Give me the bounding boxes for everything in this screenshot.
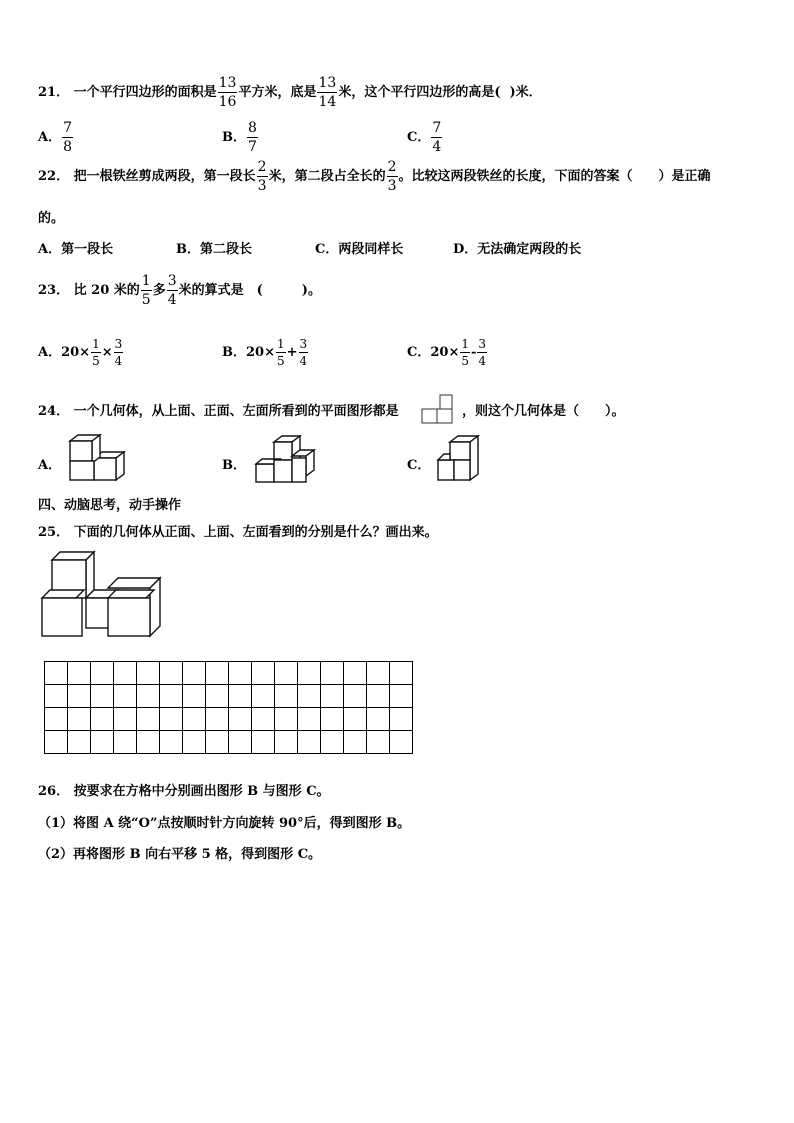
grid-cell[interactable] bbox=[45, 731, 68, 754]
q24-option-b[interactable]: B． bbox=[222, 458, 246, 473]
option-operator: - bbox=[470, 345, 477, 360]
grid-cell[interactable] bbox=[229, 685, 252, 708]
grid-cell[interactable] bbox=[298, 685, 321, 708]
q21-option-b[interactable] bbox=[222, 121, 259, 154]
fraction-denominator: 4 bbox=[299, 354, 308, 368]
option-operator: × bbox=[101, 345, 113, 360]
option-fraction-1 bbox=[460, 338, 470, 367]
fraction-denominator: 5 bbox=[276, 354, 285, 368]
grid-cell[interactable] bbox=[252, 662, 275, 685]
grid-cell[interactable] bbox=[344, 708, 367, 731]
q22-fraction-2 bbox=[387, 160, 398, 193]
grid-cell[interactable] bbox=[252, 708, 275, 731]
q21-option-a[interactable] bbox=[38, 121, 74, 154]
grid-cell[interactable] bbox=[206, 662, 229, 685]
q24-option-c[interactable]: C． bbox=[407, 458, 431, 473]
grid-row bbox=[45, 708, 413, 731]
q23-option-a[interactable] bbox=[38, 338, 124, 367]
q23-option-c[interactable] bbox=[407, 338, 488, 367]
q21-area-fraction bbox=[218, 76, 238, 109]
q22-option-c[interactable]: C．两段同样长 bbox=[315, 242, 404, 257]
q21-base-fraction bbox=[317, 76, 337, 109]
option-prefix: 20× bbox=[246, 345, 275, 360]
grid-cell[interactable] bbox=[91, 708, 114, 731]
q26-step-1: （1）将图 A 绕“O”点按顺时针方向旋转 90°后，得到图形 B。 bbox=[38, 816, 411, 831]
q22-text-a: 把一根铁丝剪成两段，第一段长 bbox=[73, 169, 256, 184]
grid-cell[interactable] bbox=[275, 731, 298, 754]
option-label: B． bbox=[222, 130, 246, 145]
q25-text: 下面的几何体从正面、上面、左面看到的分别是什么？画出来。 bbox=[73, 525, 438, 540]
option-prefix: 20× bbox=[430, 345, 460, 360]
q22-text-c: 。比较这两段铁丝的长度，下面的答案（ ）是正确 bbox=[398, 169, 711, 184]
option-label: B． bbox=[222, 345, 246, 360]
fraction-denominator: 16 bbox=[218, 94, 237, 110]
q22-option-a[interactable]: A．第一段长 bbox=[38, 242, 114, 257]
grid-cell[interactable] bbox=[390, 731, 413, 754]
grid-cell[interactable] bbox=[114, 662, 137, 685]
fraction-numerator: 1 bbox=[92, 337, 100, 351]
fraction-numerator: 1 bbox=[141, 273, 151, 289]
cube-figure-b-icon[interactable] bbox=[254, 436, 318, 486]
grid-cell[interactable] bbox=[183, 731, 206, 754]
grid-cell[interactable] bbox=[206, 731, 229, 754]
q21-number: 21． bbox=[38, 85, 70, 100]
fraction-numerator: 2 bbox=[257, 159, 267, 175]
grid-cell[interactable] bbox=[68, 662, 91, 685]
grid-cell[interactable] bbox=[252, 731, 275, 754]
fraction-denominator: 4 bbox=[432, 139, 442, 155]
grid-cell[interactable] bbox=[206, 708, 229, 731]
cube-figure-c-icon[interactable] bbox=[436, 436, 486, 486]
q21-option-c[interactable] bbox=[407, 121, 443, 154]
q25-stem bbox=[38, 521, 438, 540]
option-fraction-2 bbox=[477, 338, 487, 367]
fraction-numerator: 7 bbox=[432, 120, 442, 136]
q24-stem-part2: ，则这个几何体是（ ）。 bbox=[462, 404, 625, 419]
grid-cell[interactable] bbox=[252, 685, 275, 708]
grid-cell[interactable] bbox=[390, 662, 413, 685]
fraction-numerator: 3 bbox=[299, 337, 308, 351]
fraction-numerator: 13 bbox=[218, 75, 237, 91]
fraction-numerator: 1 bbox=[276, 337, 285, 351]
grid-cell[interactable] bbox=[68, 708, 91, 731]
q22-fraction-1 bbox=[257, 160, 268, 193]
fraction-denominator: 4 bbox=[114, 354, 123, 368]
fraction-denominator: 7 bbox=[248, 139, 257, 155]
q26-text: 按要求在方格中分别画出图形 B 与图形 C。 bbox=[73, 784, 330, 799]
grid-cell[interactable] bbox=[160, 685, 183, 708]
fraction-denominator: 5 bbox=[461, 354, 469, 368]
grid-cell[interactable] bbox=[183, 685, 206, 708]
grid-cell[interactable] bbox=[321, 708, 344, 731]
grid-cell[interactable] bbox=[137, 685, 160, 708]
grid-cell[interactable] bbox=[321, 662, 344, 685]
q23-text-b: 多 bbox=[152, 283, 166, 298]
grid-cell[interactable] bbox=[160, 708, 183, 731]
grid-cell[interactable] bbox=[160, 731, 183, 754]
grid-cell[interactable] bbox=[114, 685, 137, 708]
fraction-denominator: 3 bbox=[387, 178, 397, 194]
option-prefix: 20× bbox=[61, 345, 91, 360]
q21-text-d: )米． bbox=[509, 85, 542, 100]
grid-cell[interactable] bbox=[91, 731, 114, 754]
option-fraction bbox=[431, 121, 442, 154]
grid-cell[interactable] bbox=[206, 685, 229, 708]
grid-row bbox=[45, 731, 413, 754]
grid-cell[interactable] bbox=[114, 731, 137, 754]
grid-cell[interactable] bbox=[45, 708, 68, 731]
fraction-numerator: 13 bbox=[318, 75, 337, 91]
section-heading: 四、动脑思考，动手操作 bbox=[38, 498, 182, 513]
grid-cell[interactable] bbox=[390, 685, 413, 708]
grid-cell[interactable] bbox=[137, 662, 160, 685]
grid-cell[interactable] bbox=[229, 662, 252, 685]
option-operator: + bbox=[286, 345, 298, 360]
q23-option-b[interactable] bbox=[222, 338, 309, 367]
grid-cell[interactable] bbox=[114, 708, 137, 731]
q21-stem bbox=[38, 76, 542, 109]
q22-stem bbox=[38, 160, 711, 193]
option-label: C． bbox=[407, 130, 431, 145]
grid-cell[interactable] bbox=[298, 731, 321, 754]
q25-number: 25． bbox=[38, 525, 70, 540]
q24-stem-part1 bbox=[38, 400, 399, 419]
grid-cell[interactable] bbox=[344, 731, 367, 754]
q26-number: 26． bbox=[38, 784, 70, 799]
q21-text-a: 一个平行四边形的面积是 bbox=[73, 85, 217, 100]
grid-cell[interactable] bbox=[91, 685, 114, 708]
q26-step-2: （2）再将图形 B 向右平移 5 格，得到图形 C。 bbox=[38, 847, 322, 862]
fraction-denominator: 4 bbox=[478, 354, 487, 368]
three-view-shape-icon bbox=[420, 394, 456, 426]
grid-cell[interactable] bbox=[367, 685, 390, 708]
grid-cell[interactable] bbox=[367, 708, 390, 731]
grid-cell[interactable] bbox=[183, 708, 206, 731]
grid-cell[interactable] bbox=[45, 662, 68, 685]
q24-text-a: 一个几何体，从上面、正面、左面所看到的平面图形都是 bbox=[73, 404, 399, 419]
fraction-denominator: 5 bbox=[92, 354, 100, 368]
cube-structure-figure bbox=[40, 550, 164, 640]
q22-option-b[interactable]: B．第二段长 bbox=[176, 242, 252, 257]
q24-number: 24． bbox=[38, 404, 70, 419]
grid-cell[interactable] bbox=[275, 662, 298, 685]
grid-cell[interactable] bbox=[321, 731, 344, 754]
option-fraction bbox=[62, 121, 73, 154]
fraction-denominator: 3 bbox=[257, 178, 267, 194]
option-label: A． bbox=[38, 130, 62, 145]
q21-text-b: 平方米，底是 bbox=[238, 85, 317, 100]
q23-fraction-1 bbox=[141, 274, 152, 307]
grid-cell[interactable] bbox=[68, 685, 91, 708]
q26-stem bbox=[38, 780, 330, 799]
option-label: C． bbox=[407, 345, 431, 360]
fraction-numerator: 7 bbox=[63, 120, 73, 136]
fraction-numerator: 3 bbox=[478, 337, 487, 351]
q22-number: 22． bbox=[38, 169, 70, 184]
option-fraction-2 bbox=[299, 338, 309, 367]
grid-cell[interactable] bbox=[160, 662, 183, 685]
q23-number: 23． bbox=[38, 283, 70, 298]
grid-cell[interactable] bbox=[91, 662, 114, 685]
q24-option-a[interactable]: A． bbox=[38, 458, 62, 473]
grid-cell[interactable] bbox=[137, 708, 160, 731]
grid-cell[interactable] bbox=[344, 685, 367, 708]
q23-text-a: 比 20 米的 bbox=[73, 283, 140, 298]
drawing-grid[interactable] bbox=[44, 661, 413, 754]
fraction-denominator: 4 bbox=[167, 292, 177, 308]
grid-cell[interactable] bbox=[298, 708, 321, 731]
fraction-denominator: 5 bbox=[141, 292, 151, 308]
option-fraction bbox=[247, 121, 258, 154]
grid-cell[interactable] bbox=[367, 662, 390, 685]
grid-cell[interactable] bbox=[275, 685, 298, 708]
q23-text-c: 米的算式是 ( )。 bbox=[178, 283, 321, 298]
grid-cell[interactable] bbox=[367, 731, 390, 754]
q22-stem-continued: 的。 bbox=[38, 211, 65, 226]
option-label: A． bbox=[38, 345, 62, 360]
fraction-numerator: 2 bbox=[387, 159, 397, 175]
q23-stem bbox=[38, 274, 321, 307]
grid-row bbox=[45, 662, 413, 685]
fraction-denominator: 8 bbox=[63, 139, 73, 155]
grid-row bbox=[45, 685, 413, 708]
q23-fraction-2 bbox=[167, 274, 178, 307]
option-fraction-2 bbox=[114, 338, 124, 367]
fraction-numerator: 8 bbox=[248, 120, 257, 136]
q22-text-b: 米，第二段占全长的 bbox=[268, 169, 386, 184]
q22-option-d[interactable]: D．无法确定两段的长 bbox=[453, 242, 582, 257]
grid-cell[interactable] bbox=[137, 731, 160, 754]
option-fraction-1 bbox=[91, 338, 101, 367]
grid-cell[interactable] bbox=[68, 731, 91, 754]
fraction-numerator: 3 bbox=[114, 337, 123, 351]
grid-cell[interactable] bbox=[298, 662, 321, 685]
grid-cell[interactable] bbox=[275, 708, 298, 731]
grid-cell[interactable] bbox=[183, 662, 206, 685]
fraction-numerator: 3 bbox=[167, 273, 177, 289]
grid-cell[interactable] bbox=[45, 685, 68, 708]
option-fraction-1 bbox=[276, 338, 286, 367]
grid-cell[interactable] bbox=[229, 731, 252, 754]
grid-cell[interactable] bbox=[229, 708, 252, 731]
cube-figure-a-icon[interactable] bbox=[66, 434, 128, 486]
q21-text-c: 米，这个平行四边形的高是( bbox=[338, 85, 501, 100]
grid-cell[interactable] bbox=[321, 685, 344, 708]
grid-cell[interactable] bbox=[344, 662, 367, 685]
fraction-denominator: 14 bbox=[318, 94, 337, 110]
grid-cell[interactable] bbox=[390, 708, 413, 731]
fraction-numerator: 1 bbox=[461, 337, 469, 351]
